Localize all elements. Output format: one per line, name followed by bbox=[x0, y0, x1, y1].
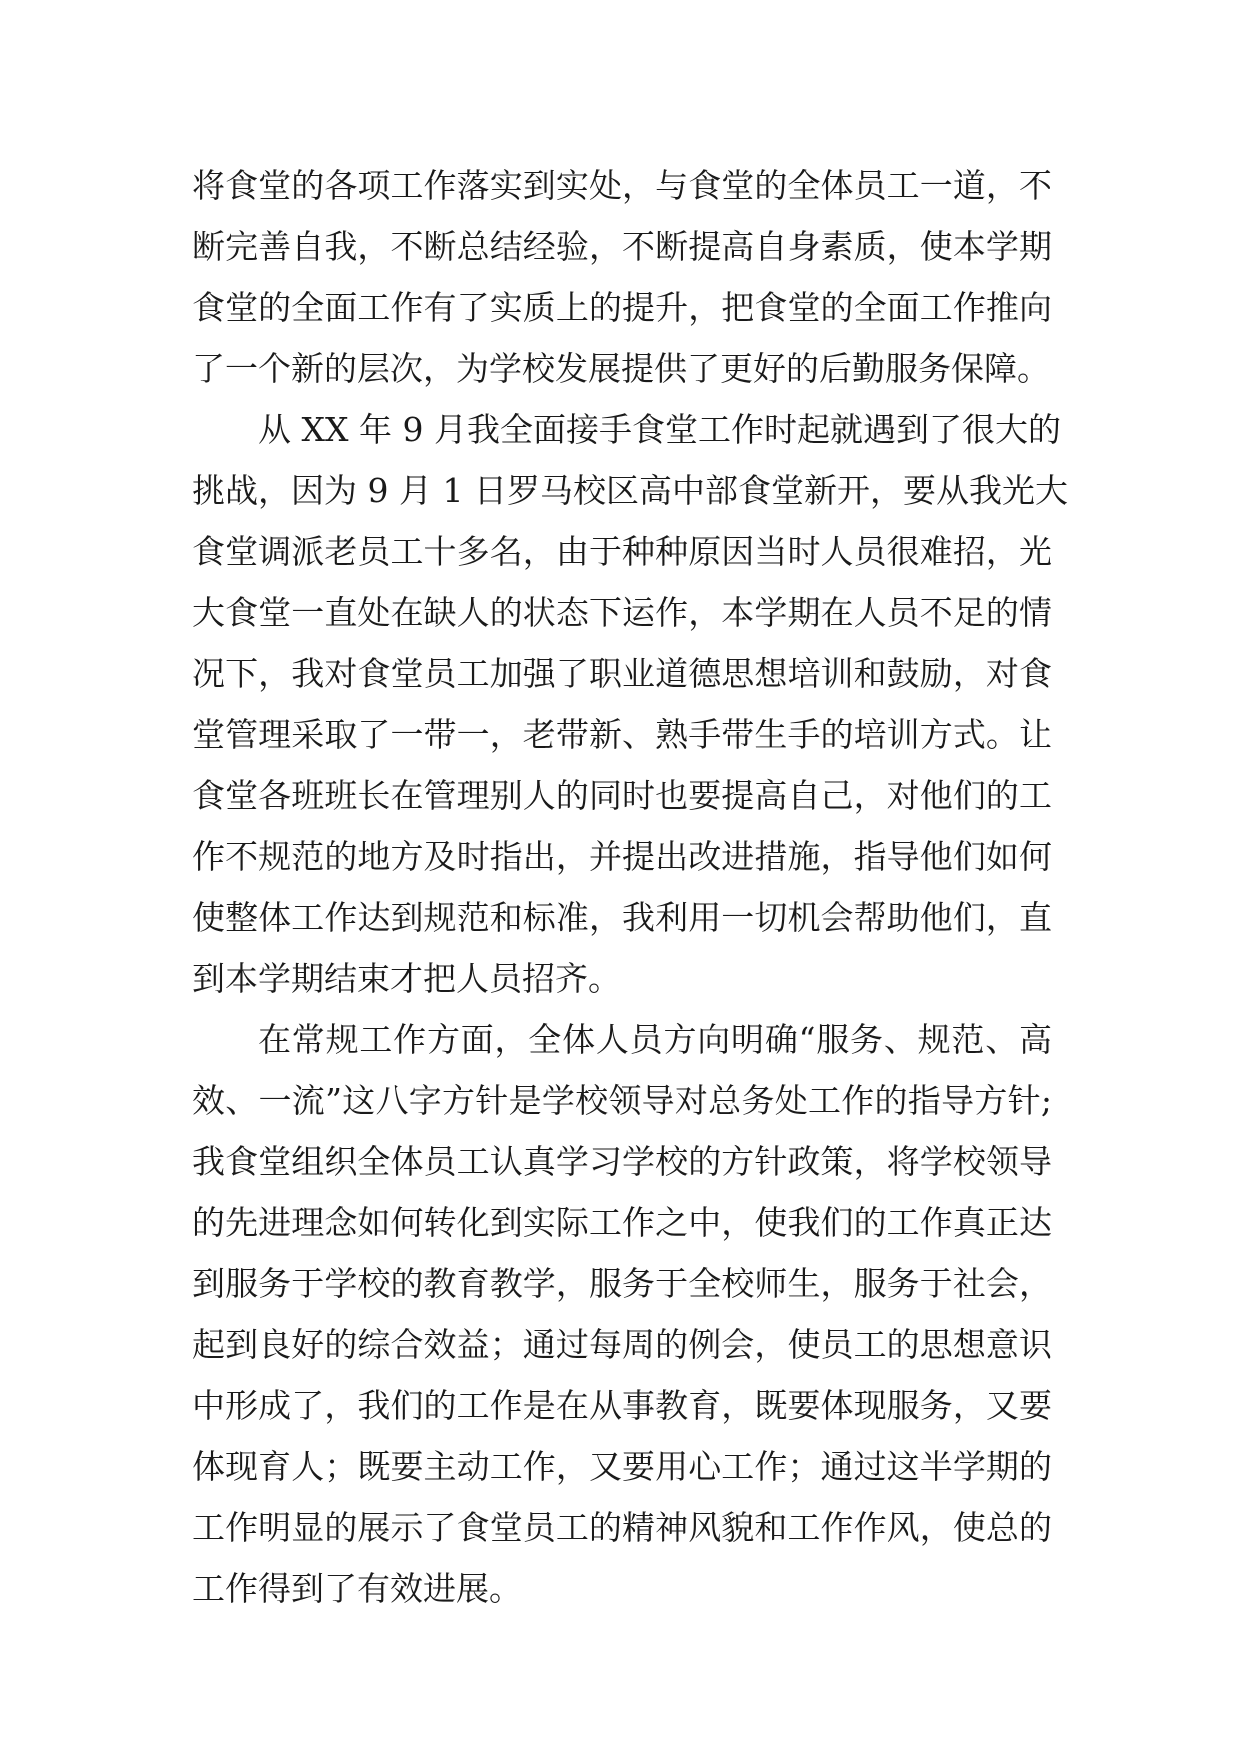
text-line: 使整体工作达到规范和标准，我利用一切机会帮助他们，直 bbox=[192, 898, 1052, 937]
text-line: 从 XX 年 9 月我全面接手食堂工作时起就遇到了很大的 bbox=[258, 410, 1061, 449]
text-line: 效、一流”这八字方针是学校领导对总务处工作的指导方针; bbox=[192, 1081, 1052, 1120]
text-line: 作不规范的地方及时指出，并提出改进措施，指导他们如何 bbox=[192, 837, 1052, 876]
text-line: 到本学期结束才把人员招齐。 bbox=[192, 959, 621, 998]
text-line: 大食堂一直处在缺人的状态下运作，本学期在人员不足的情 bbox=[192, 593, 1052, 632]
text-line: 的先进理念如何转化到实际工作之中，使我们的工作真正达 bbox=[192, 1203, 1052, 1242]
text-line: 工作明显的展示了食堂员工的精神风貌和工作作风，使总的 bbox=[192, 1508, 1052, 1547]
text-line: 了一个新的层次，为学校发展提供了更好的后勤服务保障。 bbox=[192, 349, 1050, 388]
text-line: 到服务于学校的教育教学，服务于全校师生，服务于社会， bbox=[192, 1264, 1052, 1303]
paragraph-3 bbox=[192, 1009, 1052, 1619]
text-line: 在常规工作方面，全体人员方向明确“服务、规范、高 bbox=[258, 1020, 1052, 1059]
document-body bbox=[192, 155, 1068, 1619]
text-line: 堂管理采取了一带一，老带新、熟手带生手的培训方式。让 bbox=[192, 715, 1052, 754]
paragraph-2 bbox=[192, 399, 1068, 1009]
text-line: 食堂各班班长在管理别人的同时也要提高自己，对他们的工 bbox=[192, 776, 1052, 815]
text-line: 工作得到了有效进展。 bbox=[192, 1569, 522, 1608]
text-line: 体现育人；既要主动工作，又要用心工作；通过这半学期的 bbox=[192, 1447, 1052, 1486]
text-line: 食堂调派老员工十多名，由于种种原因当时人员很难招，光 bbox=[192, 532, 1052, 571]
text-line: 起到良好的综合效益；通过每周的例会，使员工的思想意识 bbox=[192, 1325, 1052, 1364]
text-line: 将食堂的各项工作落实到实处，与食堂的全体员工一道，不 bbox=[192, 166, 1052, 205]
text-line: 中形成了，我们的工作是在从事教育，既要体现服务，又要 bbox=[192, 1386, 1052, 1425]
text-line: 断完善自我，不断总结经验，不断提高自身素质，使本学期 bbox=[192, 227, 1052, 266]
text-line: 食堂的全面工作有了实质上的提升，把食堂的全面工作推向 bbox=[192, 288, 1052, 327]
paragraph-1 bbox=[192, 155, 1052, 399]
text-line: 我食堂组织全体员工认真学习学校的方针政策，将学校领导 bbox=[192, 1142, 1052, 1181]
text-line: 况下，我对食堂员工加强了职业道德思想培训和鼓励，对食 bbox=[192, 654, 1052, 693]
text-line: 挑战，因为 9 月 1 日罗马校区高中部食堂新开，要从我光大 bbox=[192, 471, 1068, 510]
